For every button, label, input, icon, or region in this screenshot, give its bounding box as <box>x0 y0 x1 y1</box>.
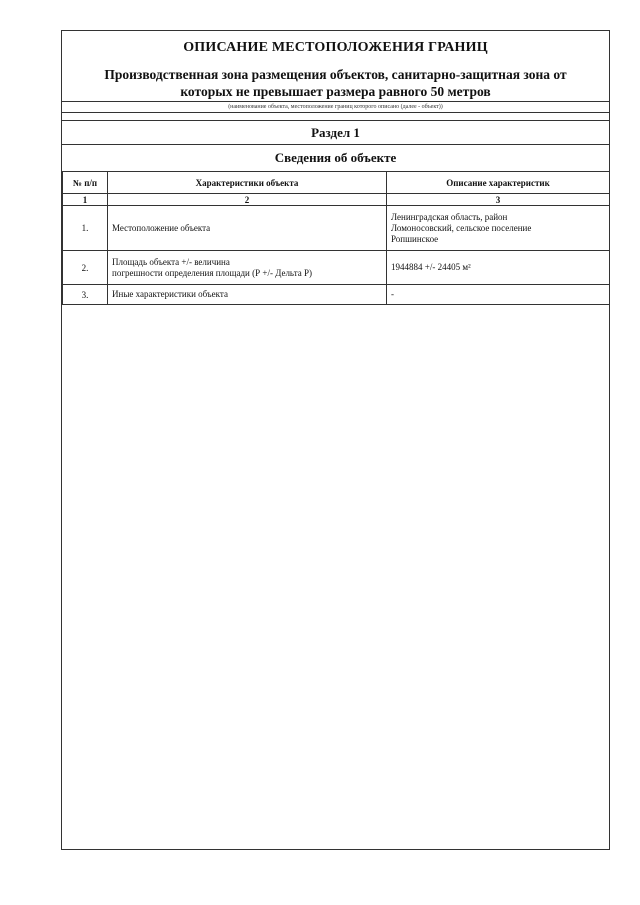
row-description <box>387 251 610 285</box>
row-characteristic <box>108 285 387 305</box>
characteristic-line: Местоположение объекта <box>112 222 211 233</box>
column-index-row <box>63 194 610 206</box>
divider <box>62 101 609 102</box>
column-index: 1 <box>63 194 108 206</box>
divider <box>62 144 609 145</box>
column-index: 2 <box>108 194 387 206</box>
description-line: 1944884 +/- 24405 м² <box>391 262 471 272</box>
document-title: ОПИСАНИЕ МЕСТОПОЛОЖЕНИЯ ГРАНИЦ <box>183 40 488 55</box>
divider <box>62 120 609 121</box>
table-row <box>63 251 610 285</box>
table-row <box>63 285 610 305</box>
row-number: 2. <box>63 251 108 285</box>
header-characteristic: Характеристики объекта <box>108 172 387 194</box>
header-number: № п/п <box>63 172 108 194</box>
description-line: - <box>391 289 394 299</box>
row-description <box>387 285 610 305</box>
subtitle-line-1: Производственная зона размещения объектов, санитарно-защитная зона от <box>104 67 567 82</box>
characteristic-line: Иные характеристики объекта <box>112 289 228 299</box>
caption-note: (наименование объекта, местоположение границ которого описано (далее - объект)) <box>228 104 443 110</box>
characteristic-line: Площадь объекта +/- величина <box>112 256 230 267</box>
row-characteristic <box>108 206 387 251</box>
document-frame <box>61 30 610 850</box>
column-index: 3 <box>387 194 610 206</box>
characteristic-line: погрешности определения площади (Р +/- Дельта Р) <box>112 267 312 278</box>
section-subtitle: Сведения об объекте <box>274 150 397 165</box>
row-characteristic <box>108 251 387 285</box>
document-subtitle <box>72 66 599 100</box>
subtitle-line-2: которых не превышает размера равного 50 метров <box>180 84 491 99</box>
table-row <box>63 206 610 251</box>
divider <box>62 112 609 113</box>
description-line: Ленинградская область, район <box>391 211 508 222</box>
object-info-table <box>62 171 610 305</box>
table-header-row <box>63 172 610 194</box>
row-description <box>387 206 610 251</box>
row-number: 1. <box>63 206 108 251</box>
row-number: 3. <box>63 285 108 305</box>
section-title: Раздел 1 <box>311 125 360 140</box>
header-description: Описание характеристик <box>387 172 610 194</box>
description-line: Ломоносовский, сельское поселение <box>391 222 532 233</box>
description-line: Ропшинское <box>391 233 439 244</box>
